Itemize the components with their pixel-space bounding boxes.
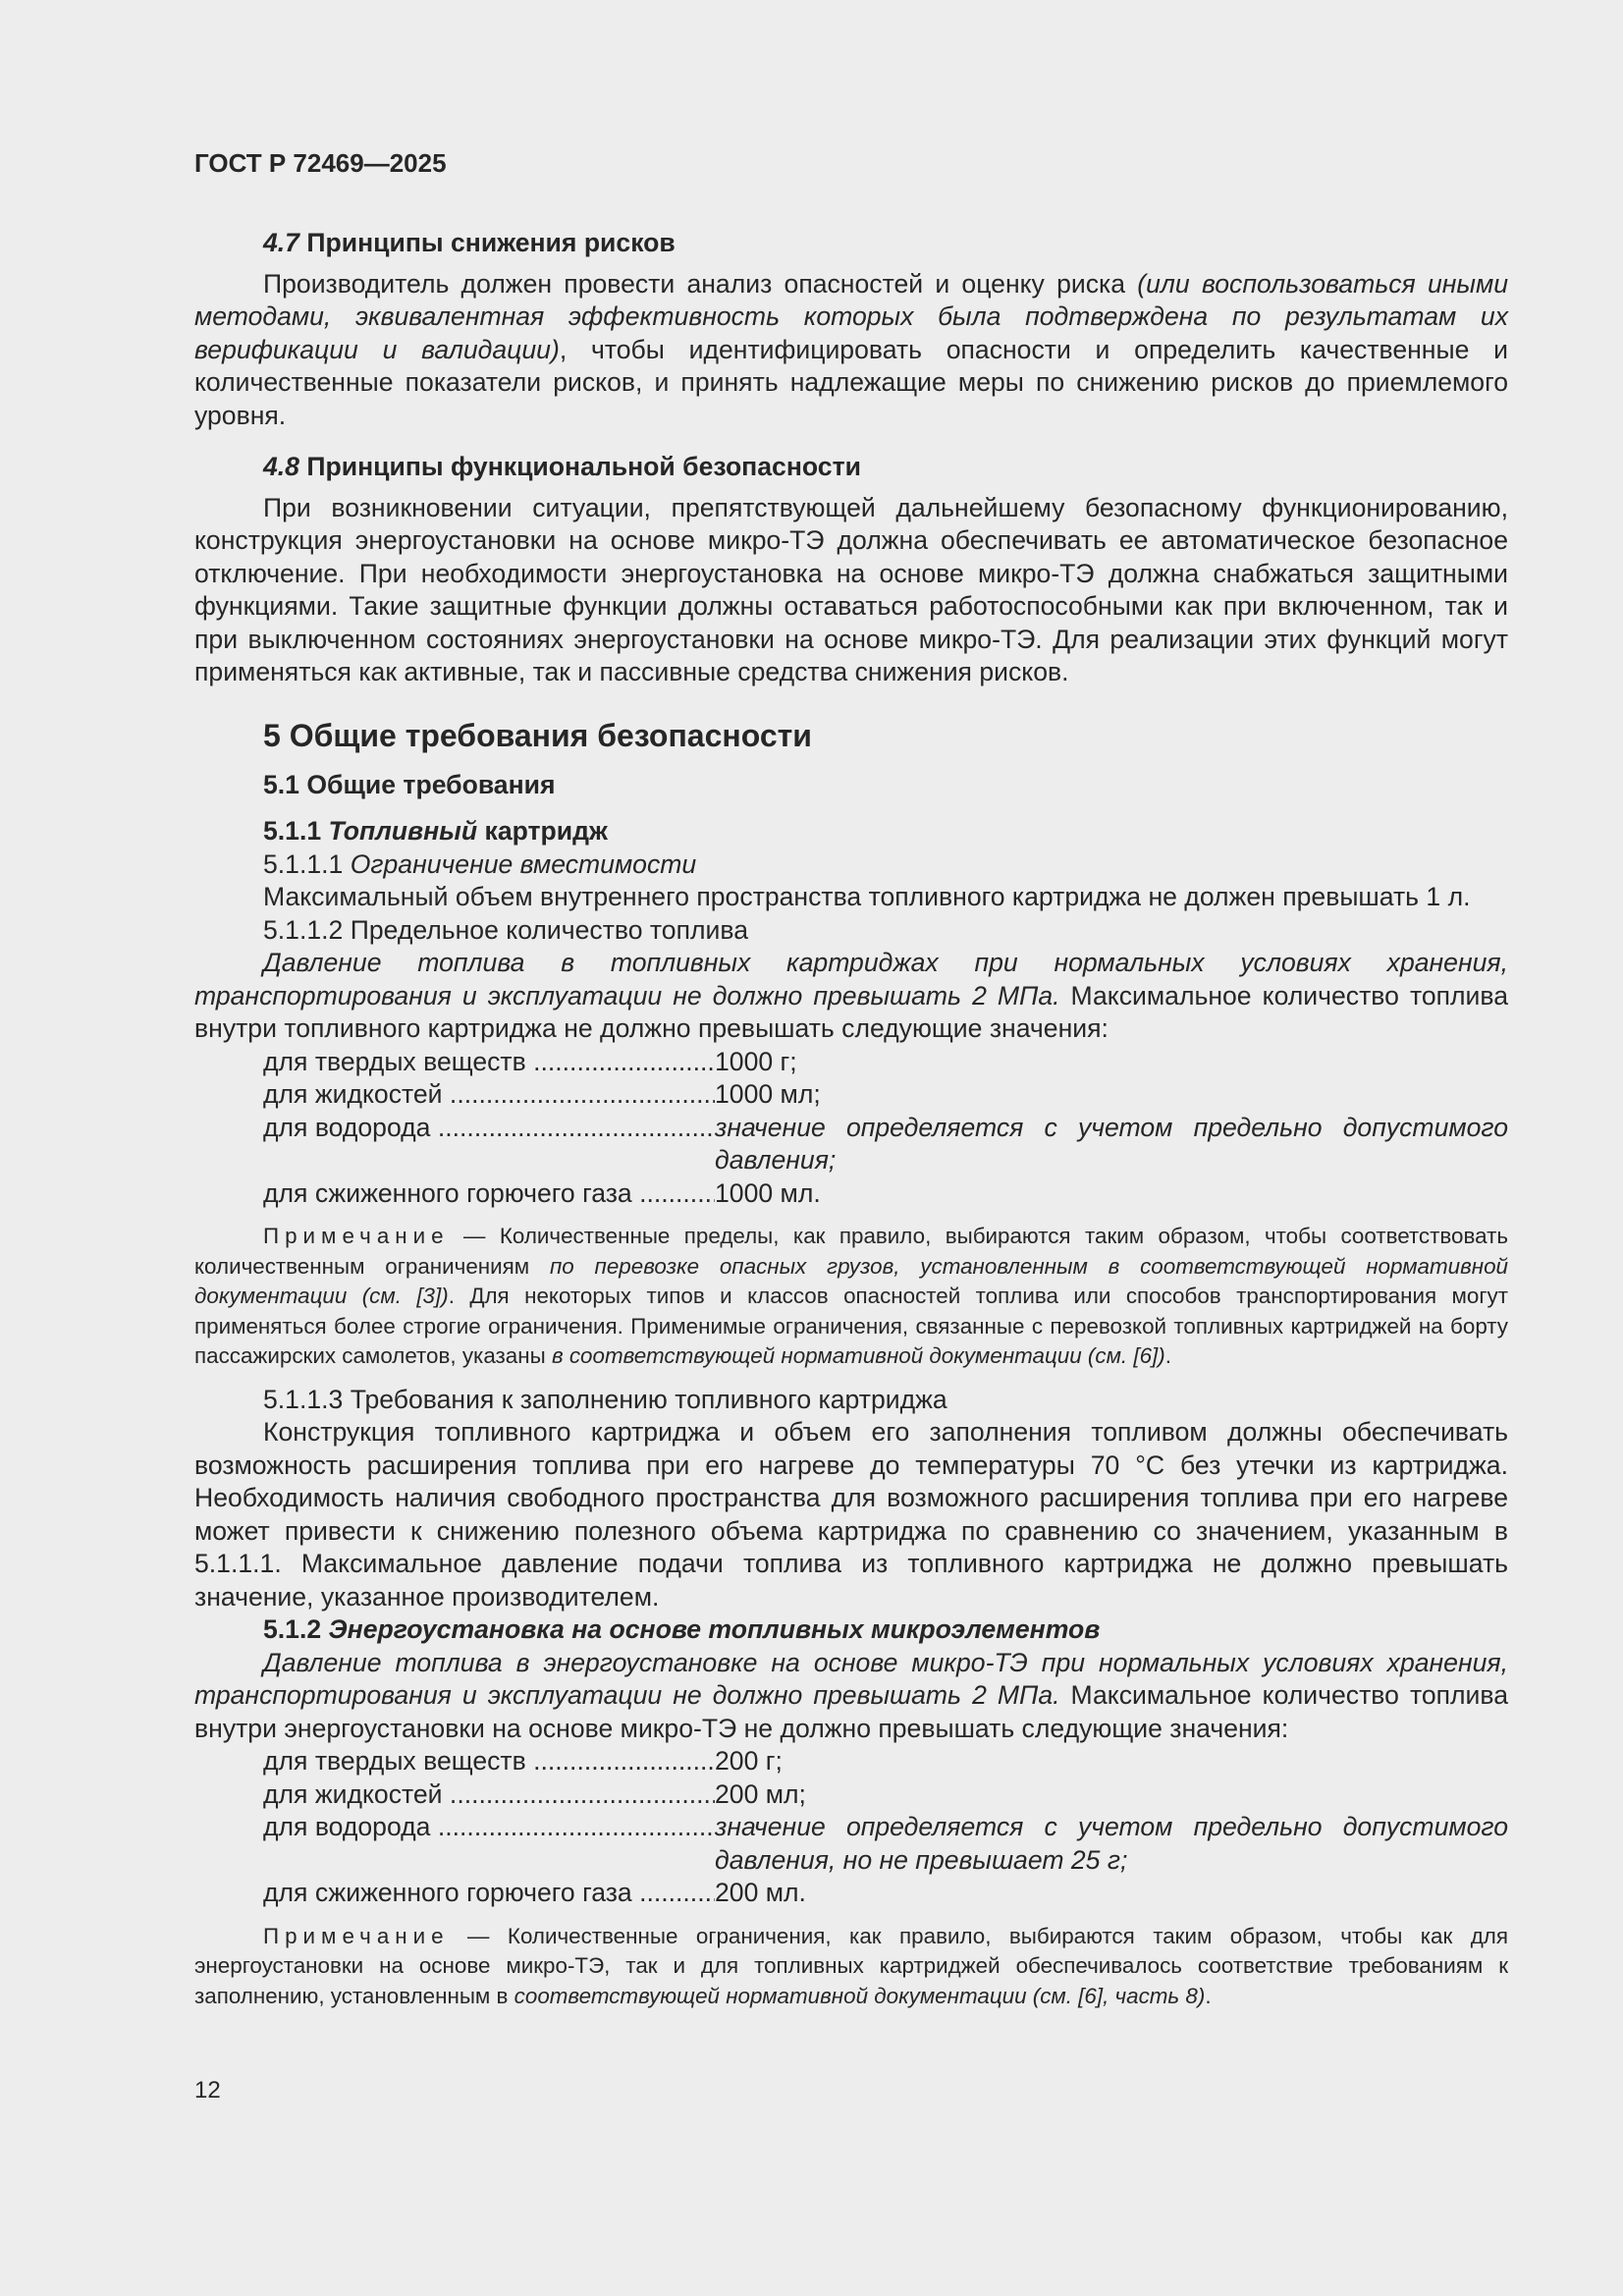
note-1: Примечание — Количественные пределы, как правило, выбираются таким образом, чтобы соответствовать количественным ограничениям по перевозке опасных грузов, установленным в соответствующей нормативной документации (см. [3]). Для некоторых типов и классов опасностей топлива или способов транспортирования могут применяться более строгие ограничения. Применимые ограничения, связанные с перевозкой топливных картриджей на борту пассажирских самолетов, указаны в соответствующей нормативной документации (см. [6]). — [194, 1224, 1509, 1368]
list-item: для твердых веществ ..... 200 г; — [263, 1745, 1508, 1778]
section-5-heading: 5 Общие требования безопасности — [263, 717, 812, 753]
list-item: для водорода ..... значение определяется с учетом предельно допустимого давления; — [263, 1112, 1508, 1177]
page-number: 12 — [194, 2077, 221, 2104]
list-item: для жидкостей ..... 200 мл; — [263, 1778, 1508, 1812]
fuel-limits-list-power-unit — [263, 1745, 1508, 1910]
list-item: для твердых веществ ..... 1000 г; — [263, 1046, 1508, 1079]
section-4-7-paragraph: Производитель должен провести анализ опасностей и оценку риска (или воспользоваться иными методами, эквивалентная эффективность которых была подтверждена по результатам их верификации и валидации), чтобы идентифицировать опасности и определить качественные и количественные показатели рисков, и принять надлежащие меры по снижению рисков до приемлемого уровня. — [194, 268, 1508, 430]
section-5-1-1-3-paragraph: Конструкция топливного картриджа и объем его заполнения топливом должны обеспечивать возможность расширения топлива при его нагреве до температуры 70 °С без утечки из картриджа. Необходимость наличия свободного пространства для возможного расширения топлива при его нагреве может привести к снижению полезного объема картриджа по сравнению со значением, указанным в 5.1.1.1. Максимальное давление подачи топлива из топливного картриджа не должно превышать значение, указанное производителем. — [194, 1417, 1508, 1612]
section-5-1-1-heading: 5.1.1 Топливный картридж — [263, 816, 608, 846]
section-5-1-heading: 5.1 Общие требования — [263, 769, 556, 799]
note-2: Примечание — Количественные ограничения, как правило, выбираются таким образом, чтобы как для энергоустановки на основе микро-ТЭ, так и для топливных картриджей обеспечивалось соответствие требованиям к заполнению, установленным в соответствующей нормативной документации (см. [6], часть 8). — [194, 1923, 1508, 2008]
list-item: для сжиженного горючего газа ..... 200 мл. — [263, 1877, 1508, 1910]
document-header: ГОСТ Р 72469—2025 — [194, 148, 447, 178]
document-body — [194, 227, 1508, 2011]
section-5-1-1-1-heading: 5.1.1.1 Ограничение вместимости — [263, 848, 697, 879]
document-page — [194, 0, 1508, 2296]
section-5-1-1-2-paragraph: Давление топлива в топливных картриджах при нормальных условиях хранения, транспортирования и эксплуатации не должно превышать 2 МПа. Максимальное количество топлива внутри топливного картриджа не должно превышать следующие значения: — [194, 948, 1509, 1043]
section-5-1-1-3-heading: 5.1.1.3 Требования к заполнению топливного картриджа — [263, 1384, 947, 1414]
fuel-limits-list-cartridge — [263, 1046, 1508, 1211]
section-5-1-1-2-heading: 5.1.1.2 Предельное количество топлива — [263, 914, 748, 945]
section-5-1-2-heading: 5.1.2 Энергоустановка на основе топливных микроэлементов — [263, 1614, 1101, 1644]
section-5-1-2-paragraph: Давление топлива в энергоустановке на основе микро-ТЭ при нормальных условиях хранения, транспортирования и эксплуатации не должно превышать 2 МПа. Максимальное количество топлива внутри энергоустановки на основе микро-ТЭ не должно превышать следующие значения: — [194, 1647, 1509, 1743]
section-4-7-heading: 4.7 Принципы снижения рисков — [263, 228, 676, 257]
list-item: для сжиженного горючего газа ..... 1000 мл. — [263, 1177, 1508, 1211]
list-item: для водорода ..... значение определяется с учетом предельно допустимого давления, но не превышает 25 г; — [263, 1811, 1508, 1877]
section-4-8-heading: 4.8 Принципы функциональной безопасности — [263, 452, 861, 481]
section-5-1-1-1-paragraph: Максимальный объем внутреннего пространства топливного картриджа не должен превышать 1 л. — [263, 882, 1471, 911]
section-4-8-paragraph: При возникновении ситуации, препятствующей дальнейшему безопасному функционированию, конструкция энергоустановки на основе микро-ТЭ должна обеспечивать ее автоматическое безопасное отключение. При необходимости энергоустановка на основе микро-ТЭ должна снабжаться защитными функциями. Такие защитные функции должны оставаться работоспособными как при включенном, так и при выключенном состояниях энергоустановки на основе микро-ТЭ. Для реализации этих функций могут применяться как активные, так и пассивные средства снижения рисков. — [194, 492, 1508, 686]
list-item: для жидкостей ..... 1000 мл; — [263, 1078, 1508, 1112]
